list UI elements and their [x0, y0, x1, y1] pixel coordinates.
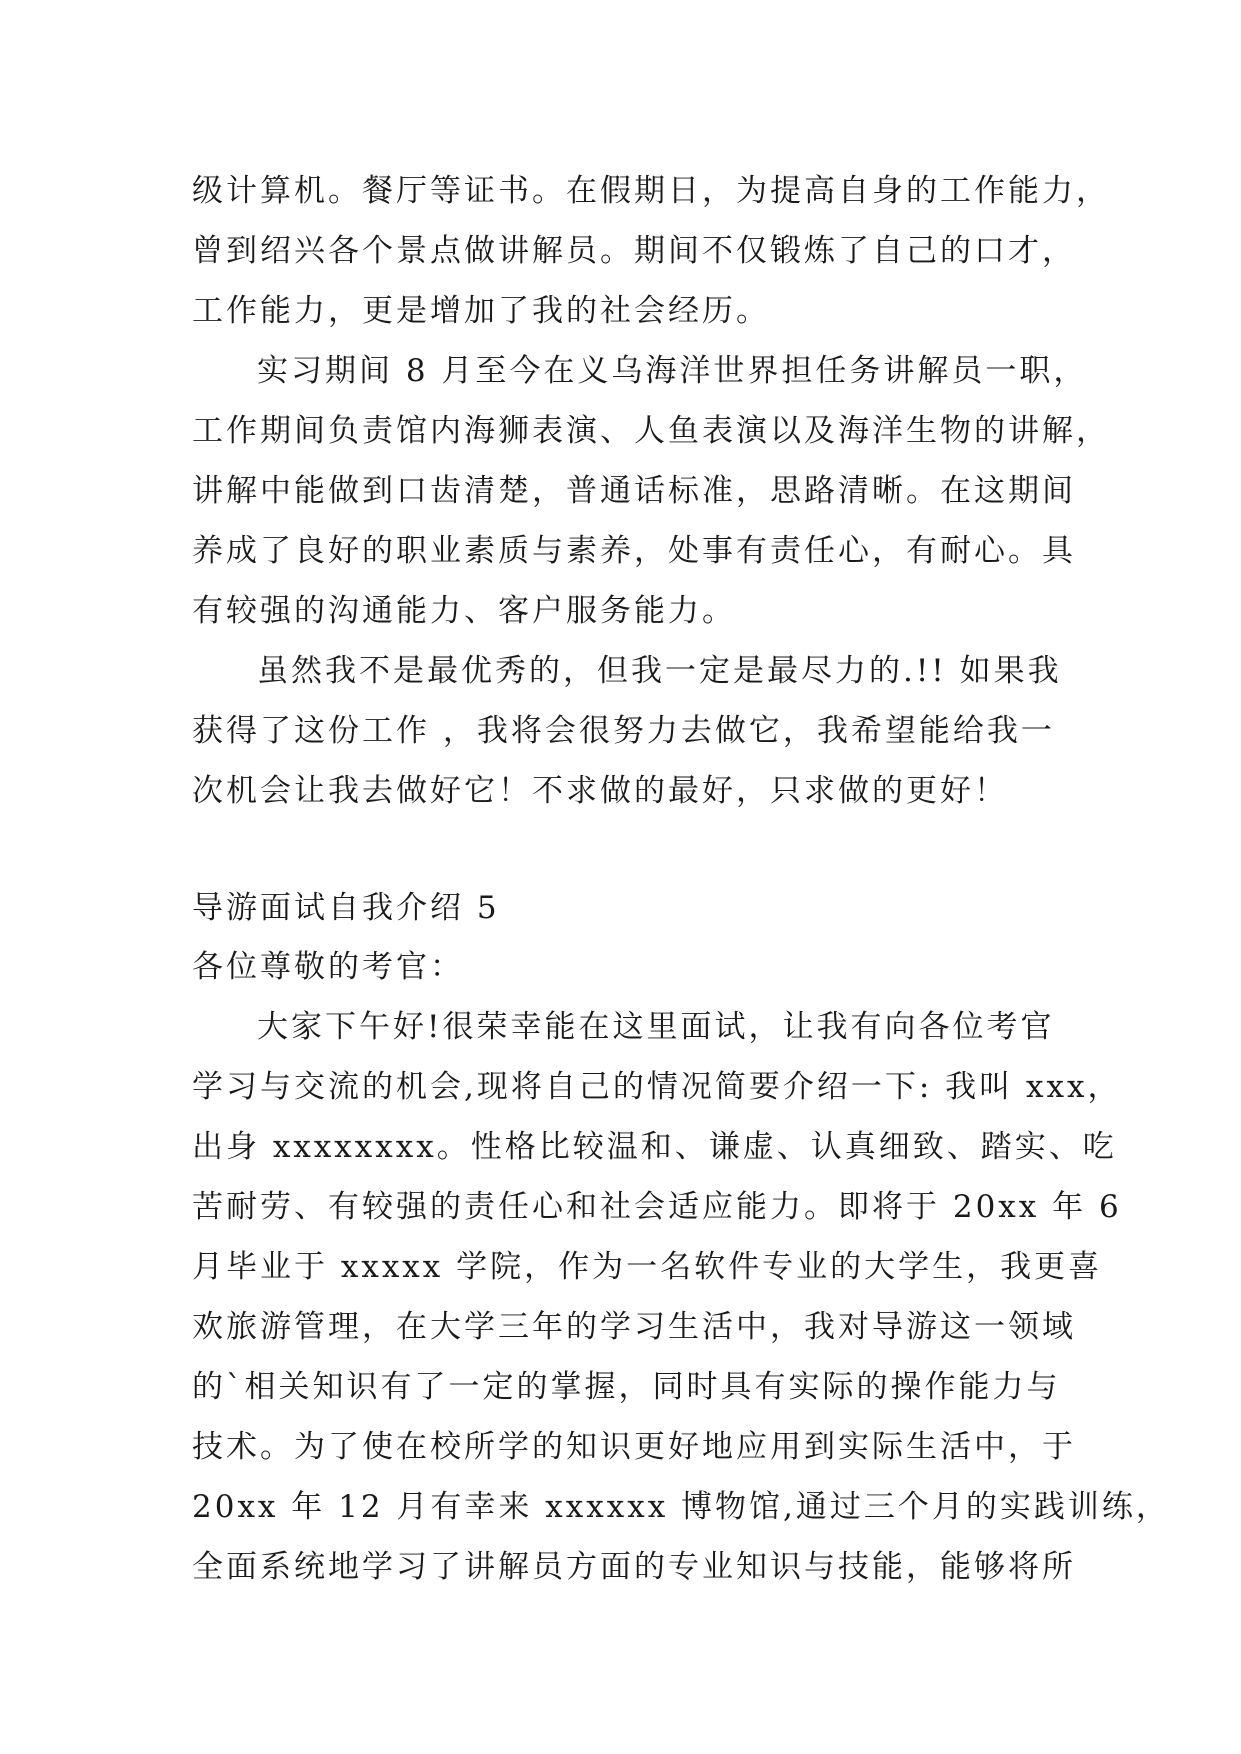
text-line: 实习期间 8 月至今在义乌海洋世界担任务讲解员一职， [257, 353, 1088, 389]
text-line: 大家下午好!很荣幸能在这里面试，让我有向各位考官 [257, 1009, 1055, 1045]
text-line: 获得了这份工作 ，我将会很努力去做它，我希望能给我一 [192, 713, 1055, 749]
text-line: 的`相关知识有了一定的掌握，同时具有实际的操作能力与 [192, 1369, 1061, 1405]
text-line: 养成了良好的职业素质与素养，处事有责任心，有耐心。具 [192, 533, 1076, 569]
text-line: 有较强的沟通能力、客户服务能力。 [192, 593, 736, 629]
text-line: 虽然我不是最优秀的，但我一定是最尽力的.!! 如果我 [257, 653, 1062, 689]
salutation: 各位尊敬的考官： [192, 949, 464, 985]
text-line: 次机会让我去做好它！不求做的最好，只求做的更好！ [192, 773, 1008, 809]
text-line: 讲解中能做到口齿清楚，普通话标准，思路清晰。在这期间 [192, 473, 1076, 509]
section-heading: 导游面试自我介绍 5 [192, 890, 500, 926]
text-line: 技术。为了使在校所学的知识更好地应用到实际生活中，于 [192, 1429, 1076, 1465]
text-line: 工作期间负责馆内海狮表演、人鱼表演以及海洋生物的讲解， [192, 413, 1110, 449]
text-line: 工作能力，更是增加了我的社会经历。 [192, 293, 770, 329]
text-line: 曾到绍兴各个景点做讲解员。期间不仅锻炼了自己的口才， [192, 233, 1076, 269]
text-line: 月毕业于 xxxxx 学院，作为一名软件专业的大学生，我更喜 [192, 1249, 1103, 1285]
text-line: 全面系统地学习了讲解员方面的专业知识与技能，能够将所 [192, 1549, 1076, 1585]
text-line: 出身 xxxxxxxx。性格比较温和、谦虚、认真细致、踏实、吃 [192, 1129, 1117, 1165]
text-line: 欢旅游管理，在大学三年的学习生活中，我对导游这一领域 [192, 1309, 1076, 1345]
text-line: 20xx 年 12 月有幸来 xxxxxx 博物馆,通过三个月的实践训练， [192, 1489, 1170, 1525]
text-line: 级计算机。餐厅等证书。在假期日，为提高自身的工作能力， [192, 173, 1110, 209]
text-line: 苦耐劳、有较强的责任心和社会适应能力。即将于 20xx 年 6 [192, 1189, 1122, 1225]
text-line: 学习与交流的机会,现将自己的情况简要介绍一下: 我叫 xxx， [192, 1069, 1122, 1105]
